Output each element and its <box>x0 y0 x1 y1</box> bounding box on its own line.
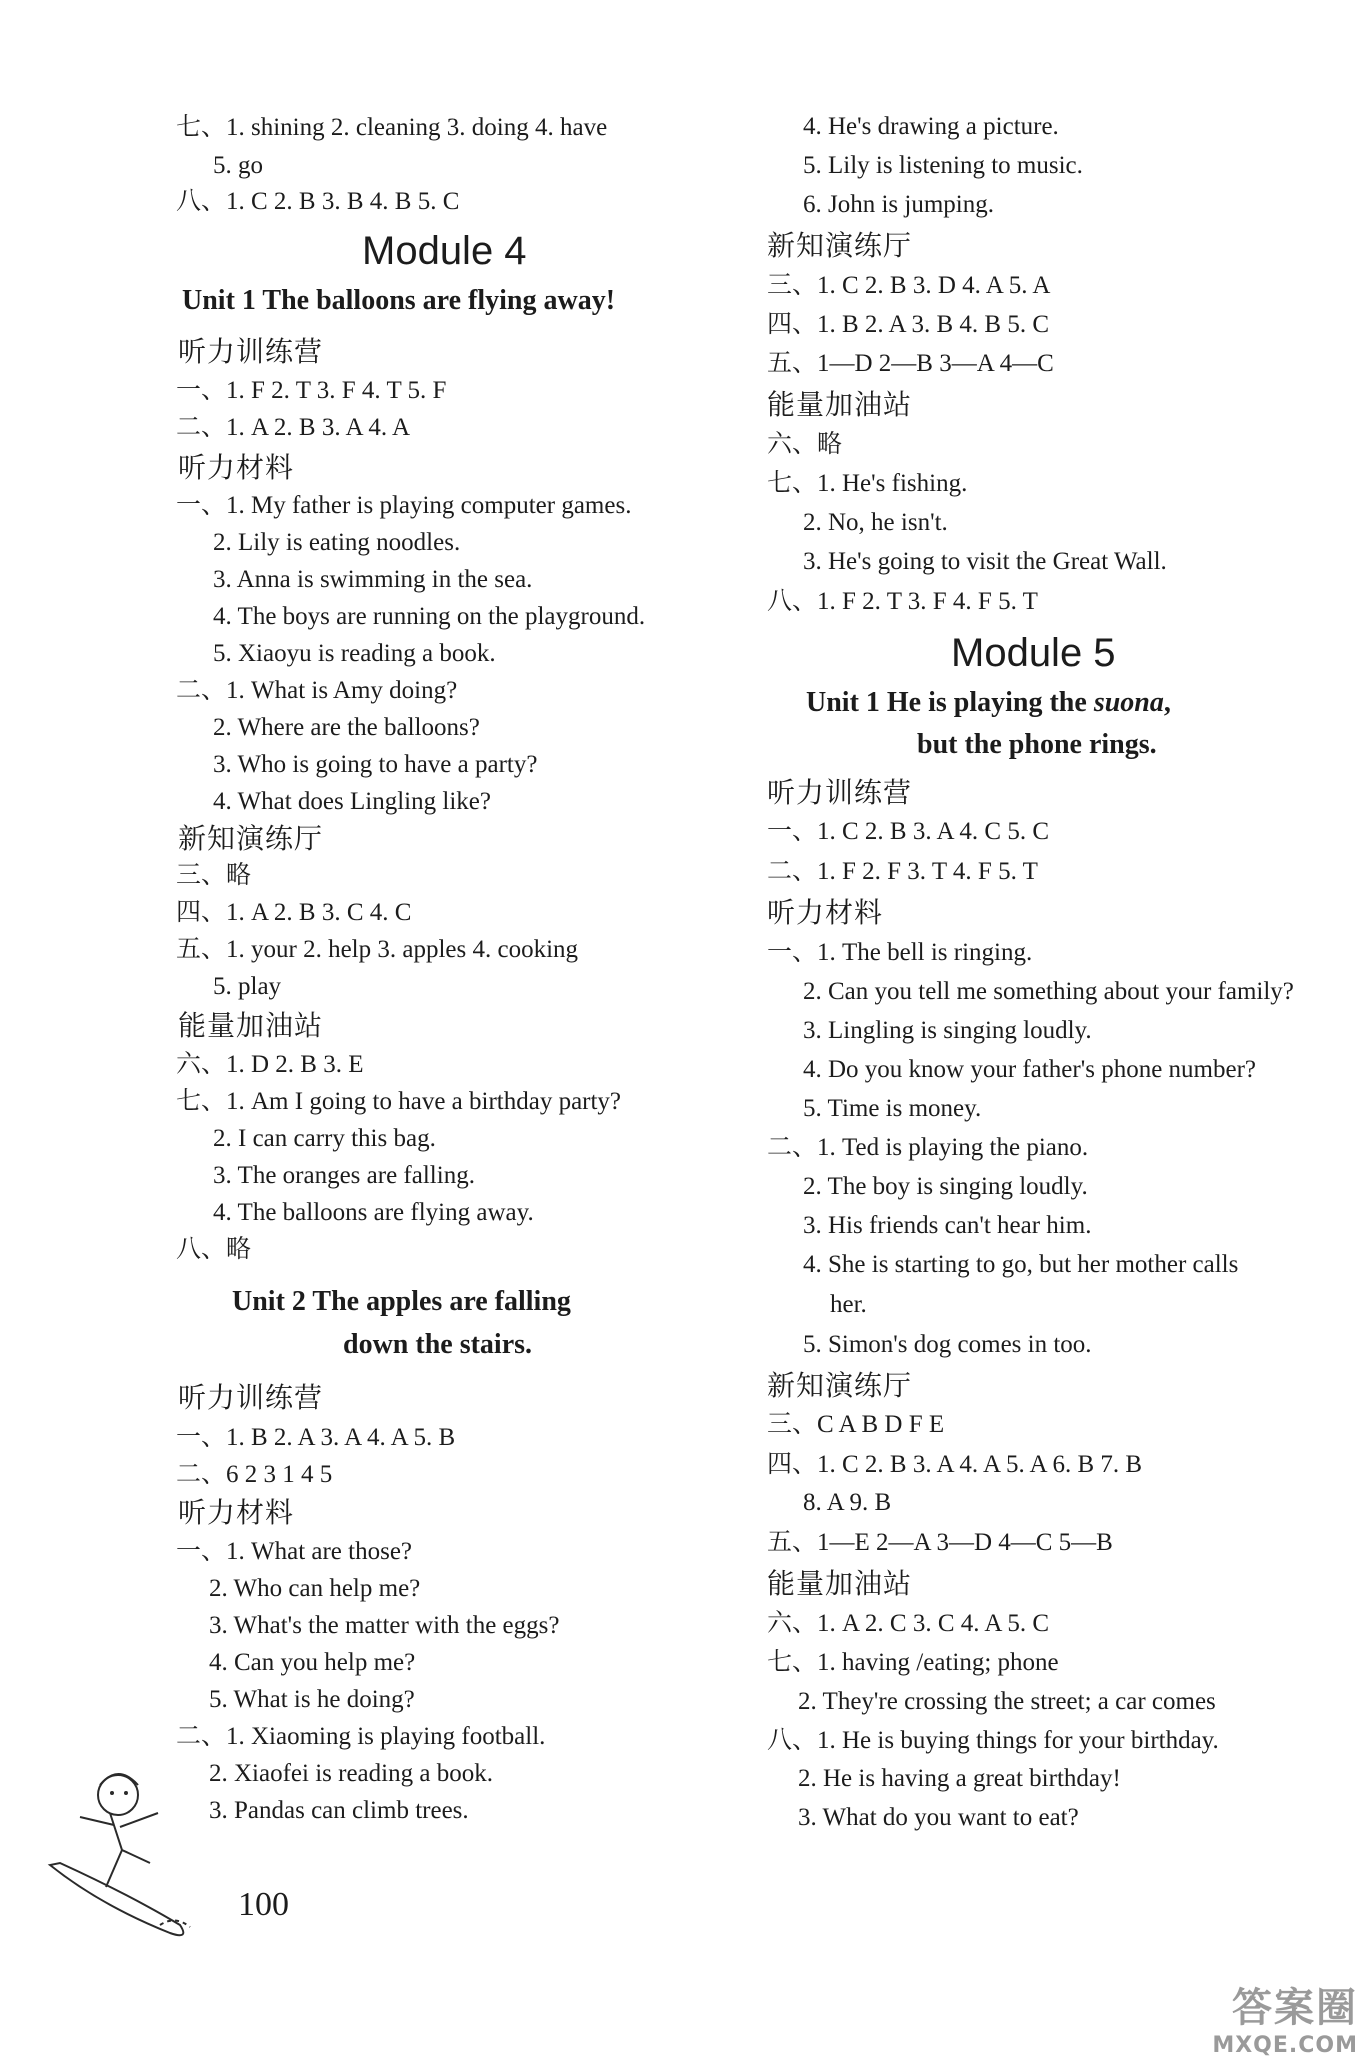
answer-line: 二、1. What is Amy doing? <box>176 677 458 704</box>
answer-line: 2. No, he isn't. <box>803 509 948 536</box>
answer-line: 5. go <box>213 152 263 179</box>
answer-line: 3. The oranges are falling. <box>213 1162 475 1189</box>
answer-line: 3. Lingling is singing loudly. <box>803 1017 1092 1044</box>
answer-line: 3. What do you want to eat? <box>798 1804 1079 1831</box>
answer-line: 六、1. A 2. C 3. C 4. A 5. C <box>767 1610 1049 1637</box>
answer-line: 四、1. A 2. B 3. C 4. C <box>176 899 412 926</box>
watermark <box>1212 1976 1358 2058</box>
answer-line: 4. Do you know your father's phone number? <box>803 1056 1257 1083</box>
answer-line: 4. He's drawing a picture. <box>803 113 1059 140</box>
answer-line: 二、6 2 3 1 4 5 <box>176 1461 333 1488</box>
unit-title-text: Unit 1 He is playing the <box>806 687 1087 718</box>
answer-line: 4. What does Lingling like? <box>213 788 491 815</box>
answer-line: 一、1. What are those? <box>176 1538 413 1565</box>
answer-line: 8. A 9. B <box>803 1489 892 1516</box>
answer-line: 三、略 <box>176 862 252 889</box>
answer-line: 2. Where are the balloons? <box>213 714 480 741</box>
module-title: Module 5 <box>951 631 1116 675</box>
unit-title <box>806 683 1171 723</box>
section-heading: 能量加油站 <box>178 1009 324 1042</box>
watermark-url: MXQE.COM <box>1212 2033 1358 2058</box>
unit-title: Unit 1 The balloons are flying away! <box>182 285 616 316</box>
answer-line: 二、1. A 2. B 3. A 4. A <box>176 414 411 441</box>
answer-line: 5. Lily is listening to music. <box>803 152 1083 179</box>
answer-line: 2. Lily is eating noodles. <box>213 529 461 556</box>
page-number: 100 <box>238 1886 289 1923</box>
answer-line: 四、1. C 2. B 3. A 4. A 5. A 6. B 7. B <box>767 1451 1143 1478</box>
answer-line: her. <box>830 1291 867 1318</box>
section-heading: 听力训练营 <box>178 335 324 368</box>
answer-line: 3. Anna is swimming in the sea. <box>213 566 533 593</box>
unit-title: Unit 2 The apples are falling <box>232 1286 571 1317</box>
answer-line: 一、1. My father is playing computer games. <box>176 492 632 519</box>
unit-title-cont: but the phone rings. <box>917 729 1157 760</box>
answer-line: 三、1. C 2. B 3. D 4. A 5. A <box>767 272 1051 299</box>
answer-line: 七、1. having /eating; phone <box>767 1649 1059 1676</box>
answer-line: 3. His friends can't hear him. <box>803 1212 1092 1239</box>
unit-title-cont: down the stairs. <box>343 1329 533 1360</box>
answer-line: 2. I can carry this bag. <box>213 1125 436 1152</box>
answer-line: 5. Xiaoyu is reading a book. <box>213 640 496 667</box>
answer-line: 6. John is jumping. <box>803 191 994 218</box>
answer-line: 2. He is having a great birthday! <box>798 1765 1121 1792</box>
section-heading: 能量加油站 <box>767 388 913 421</box>
answer-line: 5. Simon's dog comes in too. <box>803 1331 1092 1358</box>
answer-line: 八、1. He is buying things for your birthday. <box>767 1727 1219 1754</box>
answer-line: 五、1. your 2. help 3. apples 4. cooking <box>176 936 579 963</box>
answer-line: 二、1. Ted is playing the piano. <box>767 1134 1089 1161</box>
answer-line: 4. The boys are running on the playground. <box>213 603 646 630</box>
answer-line: 一、1. B 2. A 3. A 4. A 5. B <box>176 1424 456 1451</box>
unit-title-italic: suona <box>1093 687 1164 718</box>
answer-line: 一、1. C 2. B 3. A 4. C 5. C <box>767 818 1049 845</box>
answer-line: 5. Time is money. <box>803 1095 982 1122</box>
answer-line: 2. They're crossing the street; a car comes <box>798 1688 1216 1715</box>
answer-line: 四、1. B 2. A 3. B 4. B 5. C <box>767 311 1049 338</box>
answer-line: 3. What's the matter with the eggs? <box>209 1612 560 1639</box>
answer-line: 4. The balloons are flying away. <box>213 1199 534 1226</box>
answer-line: 2. Xiaofei is reading a book. <box>209 1760 493 1787</box>
unit-title-punct: , <box>1163 687 1171 718</box>
answer-line: 一、1. F 2. T 3. F 4. T 5. F <box>176 377 447 404</box>
answer-line: 五、1—D 2—B 3—A 4—C <box>767 350 1054 377</box>
answer-line: 八、1. F 2. T 3. F 4. F 5. T <box>767 588 1038 615</box>
answer-line: 一、1. The bell is ringing. <box>767 939 1033 966</box>
surfer-boy-illustration <box>40 1755 220 1945</box>
answer-line: 5. play <box>213 973 282 1000</box>
watermark-logo-text: 答案圈 <box>1232 1985 1358 2031</box>
answer-line: 六、略 <box>767 431 843 458</box>
answer-line: 2. Who can help me? <box>209 1575 421 1602</box>
module-title: Module 4 <box>362 229 527 273</box>
answer-line: 3. Pandas can climb trees. <box>209 1797 469 1824</box>
section-heading: 新知演练厅 <box>767 1369 913 1402</box>
answer-line: 4. Can you help me? <box>209 1649 416 1676</box>
answer-line: 2. The boy is singing loudly. <box>803 1173 1088 1200</box>
answer-line: 5. What is he doing? <box>209 1686 415 1713</box>
answer-line: 二、1. F 2. F 3. T 4. F 5. T <box>767 858 1038 885</box>
answer-line: 七、1. Am I going to have a birthday party? <box>176 1088 622 1115</box>
section-heading: 能量加油站 <box>767 1567 913 1600</box>
answer-line: 八、略 <box>176 1236 252 1263</box>
section-heading: 听力材料 <box>178 451 295 484</box>
answer-line: 五、1—E 2—A 3—D 4—C 5—B <box>767 1529 1113 1556</box>
section-heading: 听力材料 <box>767 896 884 929</box>
answer-line: 二、1. Xiaoming is playing football. <box>176 1723 546 1750</box>
section-heading: 新知演练厅 <box>178 822 324 855</box>
answer-line: 七、1. He's fishing. <box>767 470 968 497</box>
answer-line: 4. She is starting to go, but her mother calls <box>803 1251 1239 1278</box>
answer-line: 八、1. C 2. B 3. B 4. B 5. C <box>176 188 460 215</box>
answer-line: 3. Who is going to have a party? <box>213 751 538 778</box>
section-heading: 听力训练营 <box>178 1381 324 1414</box>
answer-line: 七、1. shining 2. cleaning 3. doing 4. have <box>176 114 608 141</box>
answer-line: 三、C A B D F E <box>767 1411 945 1438</box>
answer-line: 六、1. D 2. B 3. E <box>176 1051 364 1078</box>
answer-line: 3. He's going to visit the Great Wall. <box>803 548 1167 575</box>
section-heading: 新知演练厅 <box>767 229 913 262</box>
section-heading: 听力材料 <box>178 1496 295 1529</box>
section-heading: 听力训练营 <box>767 776 913 809</box>
answer-line: 2. Can you tell me something about your family? <box>803 978 1294 1005</box>
